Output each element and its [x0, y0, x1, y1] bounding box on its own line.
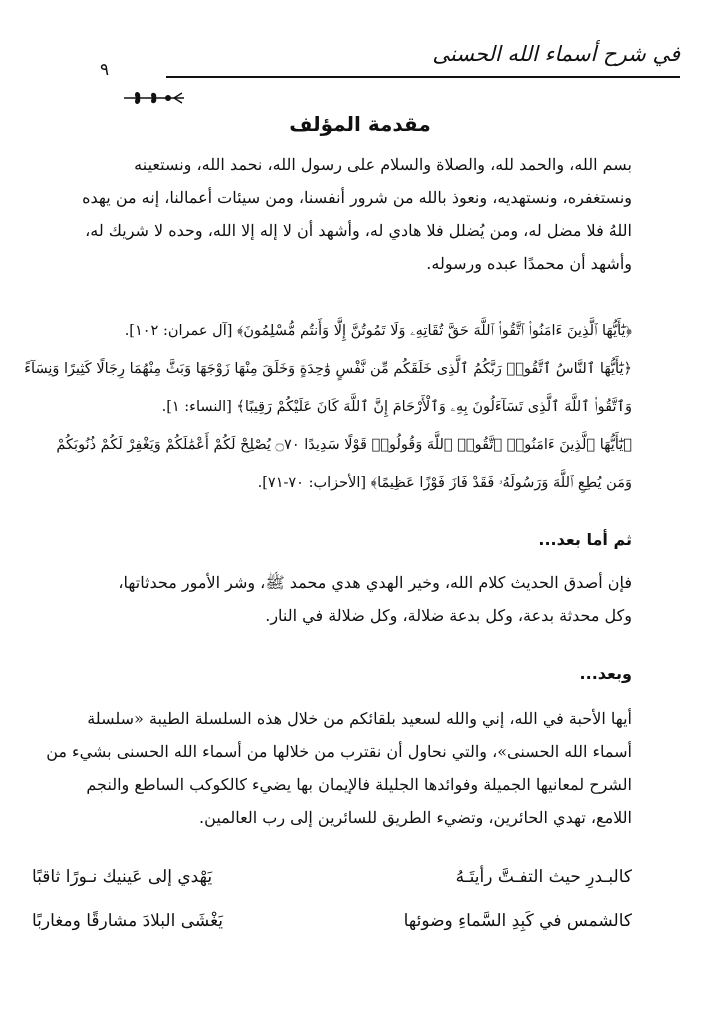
poem-line [32, 855, 632, 899]
poem-left-hemistich: يَغْشَى البلادَ مشارقًا ومغاربًا [32, 911, 224, 931]
quran-verses [22, 312, 632, 502]
quran-line: وَٱتَّقُوا۟ ٱللَّهَ ٱلَّذِى تَسَآءَلُونَ بِهِۦ وَٱلْأَرْحَامَ إِنَّ ٱللَّهَ كَانَ عَلَيْكُمْ رَقِيبًا﴾ [النساء: ١]. [161, 399, 632, 415]
page-number: ٩ [100, 60, 110, 80]
subheading-after: وبعد... [579, 664, 632, 683]
poem-right-hemistich: كالشمس في كَبِدِ السَّماءِ وضوئها [403, 911, 632, 931]
text-line: بسم الله، والحمد لله، والصلاة والسلام على رسول الله، نحمد الله، ونستعينه [134, 155, 632, 174]
text-line: اللامع، تهدي الحائرين، وتضيء الطريق للسائرين إلى رب العالمين. [199, 808, 632, 827]
text-line: وأشهد أن محمدًا عبده ورسوله. [426, 254, 632, 273]
text-line: اللهُ فلا مضل له، ومن يُضلل فلا هادي له، وأشهد أن لا إله إلا الله، وحده لا شريك له، [85, 221, 632, 240]
poem [32, 855, 632, 943]
poem-line [32, 899, 632, 943]
quran-line: وَمَن يُطِعِ ٱللَّهَ وَرَسُولَهُۥ فَقَدْ فَازَ فَوْزًا عَظِيمًا﴾ [الأحزاب: ٧٠-٧١]. [257, 475, 632, 491]
text-line: ونستغفره، ونستهديه، ونعوذ بالله من شرور أنفسنا، ومن سيئات أعمالنا، إنه من يهده [82, 188, 632, 207]
running-header [100, 40, 680, 90]
paragraph-series [22, 702, 632, 834]
paragraph-hadith [22, 566, 632, 632]
intro-paragraph [22, 148, 632, 280]
header-ornament-icon [122, 88, 186, 108]
subheading-then: ثم أما بعد... [538, 530, 632, 549]
poem-left-hemistich: يَهْدي إلى عَينيك نـورًا ثاقبًا [32, 867, 213, 887]
section-title: مقدمة المؤلف [289, 112, 431, 136]
header-rule [166, 76, 680, 78]
quran-line: ﴿يَٰٓأَيُّهَا ٱلَّذِينَ ءَامَنُوا۟ ٱتَّقُوا۟ ٱللَّهَ وَقُولُوا۟ قَوْلًا سَدِيدًا ۝٧٠ يُصْلِحْ لَكُمْ أَعْمَٰلَكُمْ وَيَغْفِرْ لَكُمْ ذُنُوبَكُمْ [56, 437, 632, 453]
text-line: الشرح لمعانيها الجميلة وفوائدها الجليلة فالإيمان بها يضيء كالكوكب الساطع والنجم [86, 775, 632, 794]
poem-right-hemistich: كالبـدرِ حيث التفـتَّ رأيتَـهُ [455, 867, 632, 887]
text-line: أيها الأحبة في الله، إني والله لسعيد بلقائكم من خلال هذه السلسلة الطيبة «سلسلة [87, 709, 632, 728]
text-line: فإن أصدق الحديث كلام الله، وخير الهدي هدي محمد ﷺ، وشر الأمور محدثاتها، [118, 573, 632, 592]
quran-line: ﴿يَٰٓأَيُّهَا ٱلَّذِينَ ءَامَنُوا۟ ٱتَّقُوا۟ ٱللَّهَ حَقَّ تُقَاتِهِۦ وَلَا تَمُوتُنَّ إِلَّا وَأَنتُم مُّسْلِمُونَ﴾ [آل عمران: ١٠٢]. [124, 323, 632, 339]
running-header-title: في شرح أسماء الله الحسنى [432, 42, 680, 66]
text-line: أسماء الله الحسنى»، والتي نحاول أن نقترب من خلالها من أسماء الله الحسنى بشيء من [46, 742, 632, 761]
text-line: وكل محدثة بدعة، وكل بدعة ضلالة، وكل ضلالة في النار. [265, 606, 632, 625]
quran-line: ﴿يَٰٓأَيُّهَا ٱلنَّاسُ ٱتَّقُوا۟ رَبَّكُمُ ٱلَّذِى خَلَقَكُم مِّن نَّفْسٍ وَٰحِدَةٍ وَخَلَقَ مِنْهَا زَوْجَهَا وَبَثَّ مِنْهُمَا رِجَالًا كَثِيرًا وَنِسَآءً [24, 361, 632, 377]
